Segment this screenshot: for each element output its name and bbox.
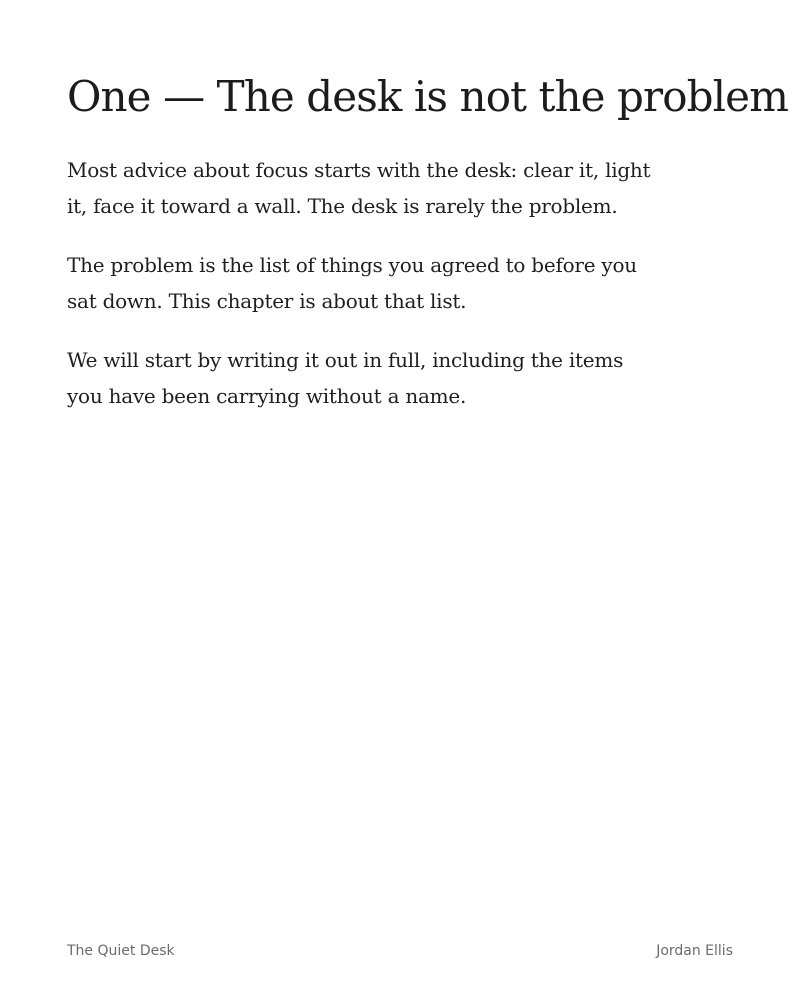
chapter-title: One — The desk is not the problem	[67, 72, 788, 121]
page-footer	[67, 940, 733, 962]
chapter-body	[67, 152, 657, 437]
paragraph: Most advice about focus starts with the desk: clear it, light it, face it toward a wall. The desk is rarely the problem.	[67, 158, 651, 218]
footer-book-title: The Quiet Desk	[67, 943, 175, 959]
page	[67, 0, 788, 1000]
footer-author: Jordan Ellis	[656, 943, 733, 959]
paragraph: The problem is the list of things you agreed to before you sat down. This chapter is about that list.	[67, 253, 637, 313]
paragraph: We will start by writing it out in full, including the items you have been carrying without a name.	[67, 348, 624, 408]
